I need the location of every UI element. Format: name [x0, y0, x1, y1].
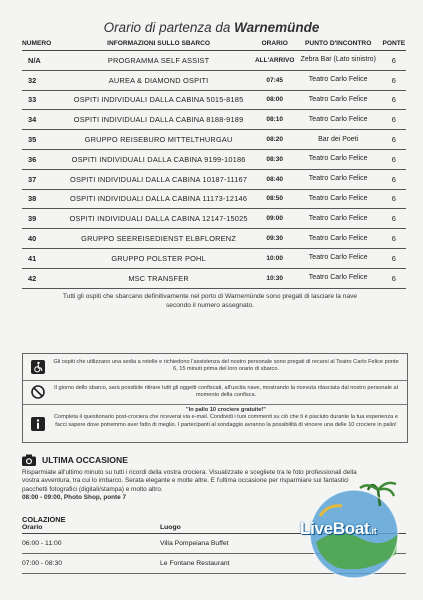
row-punto: Teatro Carlo Felice: [295, 229, 382, 249]
row-ponte: 6: [382, 149, 406, 169]
row-number: 36: [22, 149, 62, 169]
row-punto: Teatro Carlo Felice: [295, 90, 382, 110]
colazione-orario: 06:00 - 11:00: [22, 534, 160, 554]
row-info: AUREA & DIAMOND OSPITI: [62, 70, 254, 90]
row-number: 34: [22, 110, 62, 130]
table-row: [22, 268, 406, 288]
table-row: [22, 70, 406, 90]
table-row: [22, 248, 406, 268]
row-orario: 09:00: [255, 209, 295, 229]
ultima-title: ULTIMA OCCASIONE: [42, 455, 128, 465]
row-orario: 08:50: [255, 189, 295, 209]
row-info: PROGRAMMA SELF ASSIST: [62, 51, 254, 71]
row-info: GRUPPO SEEREISEDIENST ELBFLORENZ: [62, 229, 254, 249]
row-orario: 10:00: [255, 248, 295, 268]
page-title: [0, 20, 423, 35]
row-number: 38: [22, 189, 62, 209]
prohibited-icon: [31, 385, 45, 399]
row-ponte: 6: [382, 90, 406, 110]
row-ponte: 6: [382, 189, 406, 209]
row-info: OSPITI INDIVIDUALI DALLA CABINA 12147-15025: [62, 209, 254, 229]
camera-icon: [22, 454, 36, 466]
table-row: [22, 149, 406, 169]
colazione-orario: 07:00 - 08:30: [22, 554, 160, 574]
row-ponte: 6: [382, 110, 406, 130]
confiscated-text: Il giorno dello sbarco, sarà possibile ritirare tutti gli oggetti confiscati, all'uscita nave, mostrando la ricevuta rilasciata dal nostro personale al momento della confisca.: [54, 385, 398, 399]
row-orario: 08:10: [255, 110, 295, 130]
row-info: GRUPPO POLSTER POHL: [62, 248, 254, 268]
row-info: MSC TRANSFER: [62, 268, 254, 288]
row-number: 37: [22, 169, 62, 189]
table-row: [22, 110, 406, 130]
header-info: INFORMAZIONI SULLO SBARCO: [62, 40, 254, 51]
colazione-header-orario: Orario: [22, 524, 160, 534]
row-punto: Teatro Carlo Felice: [295, 189, 382, 209]
row-ponte: 6: [382, 130, 406, 150]
info-icon: [31, 417, 45, 431]
liveboat-logo-text: [300, 519, 377, 539]
table-row: [22, 189, 406, 209]
row-info: OSPITI INDIVIDUALI DALLA CABINA 5015-8185: [62, 90, 254, 110]
row-number: 41: [22, 248, 62, 268]
row-punto: Bar dei Poeti: [295, 130, 382, 150]
row-number: N/A: [22, 51, 62, 71]
wheelchair-text: Gli ospiti che utilizzano una sedia a rotelle e richiedono l'assistenza del nostro personale sono pregati di recarsi al Teatro Carlo Felice ponte 6, 15 minuti prima del loro orario di sbarco.: [53, 359, 399, 373]
row-number: 40: [22, 229, 62, 249]
row-orario: 09:30: [255, 229, 295, 249]
info-row-wheelchair: [23, 354, 407, 381]
logo-tld: .it: [369, 526, 377, 536]
row-number: 42: [22, 268, 62, 288]
row-orario: ALL'ARRIVO: [255, 51, 295, 71]
row-punto: Teatro Carlo Felice: [295, 209, 382, 229]
header-ponte: PONTE: [382, 40, 406, 51]
row-ponte: 6: [382, 209, 406, 229]
title-prefix: Orario di partenza da: [103, 20, 231, 35]
survey-text: [51, 407, 401, 429]
table-row: [22, 90, 406, 110]
colazione-header-luogo: Luogo: [160, 524, 406, 534]
row-ponte: 6: [382, 268, 406, 288]
row-punto: Teatro Carlo Felice: [295, 149, 382, 169]
row-orario: 08:30: [255, 149, 295, 169]
survey-title: "In palio 10 crociere gratuite!": [186, 407, 266, 413]
row-punto: Teatro Carlo Felice: [295, 268, 382, 288]
row-info: OSPITI INDIVIDUALI DALLA CABINA 8188-9189: [62, 110, 254, 130]
ultima-body: Risparmiate all'ultimo minuto su tutti i ricordi della vostra crociera. Visualizzate e scegliete tra le foto professionali della vostra avventura, tra cui lo imbarco. Serata elegante e molte altre. E l'ultima occasione per risparmiare sui fantastici pacchetti fotografici (digitali/stampa) e molto altro.: [22, 469, 357, 493]
row-punto: Teatro Carlo Felice: [295, 110, 382, 130]
row-orario: 08:20: [255, 130, 295, 150]
row-ponte: 6: [382, 169, 406, 189]
row-info: GRUPPO REISEBURO MITTELTHURGAU: [62, 130, 254, 150]
table-row: [22, 229, 406, 249]
table-row: [22, 169, 406, 189]
row-punto: Teatro Carlo Felice: [295, 70, 382, 90]
colazione-luogo: Villa Pompeiana Buffet: [160, 534, 406, 554]
ultima-schedule: 08:00 - 09:00, Photo Shop, ponte 7: [22, 494, 127, 502]
row-orario: 08:40: [255, 169, 295, 189]
row-punto: Zebra Bar (Lato sinistro): [295, 51, 382, 71]
disembark-note: Tutti gli ospiti che sbarcano definitivamente nel porto di Warnemünde sono pregati di lasciare la nave secondo il numero assegnato.: [62, 293, 358, 309]
row-number: 32: [22, 70, 62, 90]
row-orario: 08:00: [255, 90, 295, 110]
logo-word: LiveBoat: [300, 519, 370, 538]
info-box: [22, 353, 408, 443]
header-numero: NUMERO: [22, 40, 62, 51]
row-number: 33: [22, 90, 62, 110]
table-row: [22, 209, 406, 229]
table-body: [22, 51, 406, 289]
row-ponte: 6: [382, 248, 406, 268]
table-row: [22, 130, 406, 150]
info-row-confiscated: [23, 380, 407, 405]
row-info: OSPITI INDIVIDUALI DALLA CABINA 11173-12146: [62, 189, 254, 209]
row-ponte: 6: [382, 51, 406, 71]
row-ponte: 6: [382, 229, 406, 249]
colazione-luogo: Le Fontane Restaurant: [160, 554, 406, 574]
row-info: OSPITI INDIVIDUALI DALLA CABINA 10187-11167: [62, 169, 254, 189]
header-punto: PUNTO D'INCONTRO: [295, 40, 382, 51]
wheelchair-icon: [31, 360, 45, 374]
row-orario: 10:30: [255, 268, 295, 288]
survey-body: Completa il questionario post-crociera che riceverai via e-mail. Condividi i tuoi commenti su ciò che ti è piaciuto durante la tua esperienza e facci sapere dove potremmo aver fatto di meglio. I partecipanti al sondaggio avranno la possibilità di vincere una delle 10 crociere in palio!: [54, 414, 398, 428]
colazione-title: COLAZIONE: [22, 515, 66, 524]
header-orario: ORARIO: [255, 40, 295, 51]
info-row-survey: [23, 404, 407, 442]
table-row: [22, 51, 406, 71]
row-number: 35: [22, 130, 62, 150]
row-orario: 07:45: [255, 70, 295, 90]
row-punto: Teatro Carlo Felice: [295, 248, 382, 268]
row-info: OSPITI INDIVIDUALI DALLA CABINA 9199-10186: [62, 149, 254, 169]
table-header-row: [22, 40, 406, 51]
title-port: Warnemünde: [234, 20, 320, 35]
row-ponte: 6: [382, 70, 406, 90]
row-number: 39: [22, 209, 62, 229]
row-punto: Teatro Carlo Felice: [295, 169, 382, 189]
disembark-table: [22, 40, 406, 289]
